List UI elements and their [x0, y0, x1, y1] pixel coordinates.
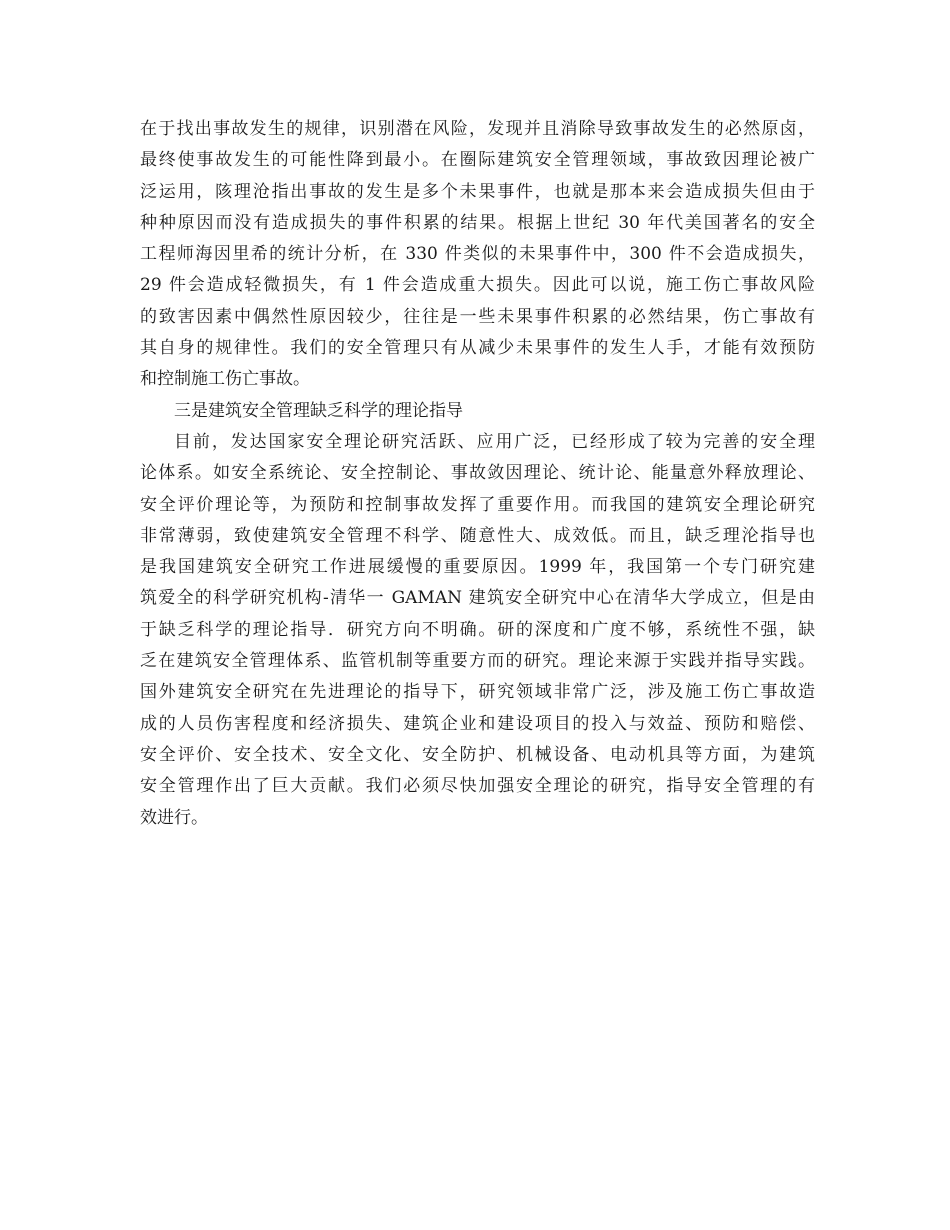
section-heading: 三是建筑安全管理缺乏科学的理论指导 — [174, 400, 463, 421]
text-line: 和控制施工伤亡事故。 — [140, 369, 310, 390]
text-line: 其自身的规律性。我们的安全管理只有从减少未果事件的发生人手，才能有效预防 — [140, 338, 815, 359]
text-line: 在于找出事故发生的规律，识别潜在风险，发现并且消除导致事故发生的必然原卤， — [140, 119, 815, 139]
text-line: 安全评价理论等，为预防和控制事故发挥了重要作用。而我国的建筑安全理论研究 — [140, 494, 815, 515]
text-line: 最终使事故发生的可能性降到最小。在圈际建筑安全管理领域，事故致因理论被广 — [140, 150, 815, 171]
text-line: 目前，发达国家安全理论研究活跃、应用广泛，已经形成了较为完善的安全理 — [174, 431, 815, 452]
text-line: 非常薄弱，致使建筑安全管理不科学、随意性大、成效低。而且，缺乏理沦指导也 — [140, 525, 815, 546]
text-line: 安全评价、安全技术、安全文化、安全防护、机械设备、电动机具等方面，为建筑 — [140, 744, 815, 765]
text-line: 工程师海因里希的统计分析，在 330 件类似的未果事件中，300 件不会造成损失， — [140, 244, 815, 265]
text-line: 于缺乏科学的理论指导．研究方向不明确。研的深度和广度不够，系统性不强，缺 — [140, 619, 815, 640]
body-text — [140, 114, 815, 834]
text-line: 筑爱全的科学研究机构-清华一 GAMAN 建筑安全研究中心在清华大学成立，但是由 — [140, 588, 815, 609]
text-line: 29 件会造成轻微损失，有 1 件会造成重大损失。因此可以说，施工伤亡事故风险 — [140, 275, 815, 296]
text-line: 是我国建筑安全研究工作进展缓慢的重要原因。1999 年，我国第一个专门研究建 — [140, 557, 815, 578]
text-line: 泛运用，陔理沧指出事故的发生是多个未果事件，也就是那本来会造成损失但由于 — [140, 181, 815, 202]
text-line: 效进行。 — [140, 807, 208, 828]
text-line: 的致害因素中偶然性原因较少，往往是一些未果事件积累的必然结果，伤亡事故有 — [140, 306, 815, 327]
text-line: 成的人员伤害程度和经济损失、建筑企业和建设项目的投入与效益、预防和赔偿、 — [140, 713, 815, 734]
text-line: 国外建筑安全研究在先进理论的指导下，研究领域非常广泛，涉及施工伤亡事故造 — [140, 682, 815, 703]
text-line: 乏在建筑安全管理体系、监管机制等重要方而的研究。理论来源于实践并指导实践。 — [140, 651, 815, 672]
text-line: 论体系。如安全系统论、安全控制论、事故敛因理论、统计论、能量意外释放理论、 — [140, 463, 815, 484]
text-line: 安全管理作出了巨大贡献。我们必须尽快加强安全理论的研究，指导安全管理的有 — [140, 776, 815, 797]
text-line: 种种原因而没有造成损失的事件积累的结果。根据上世纪 30 年代美国著名的安全 — [140, 212, 815, 233]
